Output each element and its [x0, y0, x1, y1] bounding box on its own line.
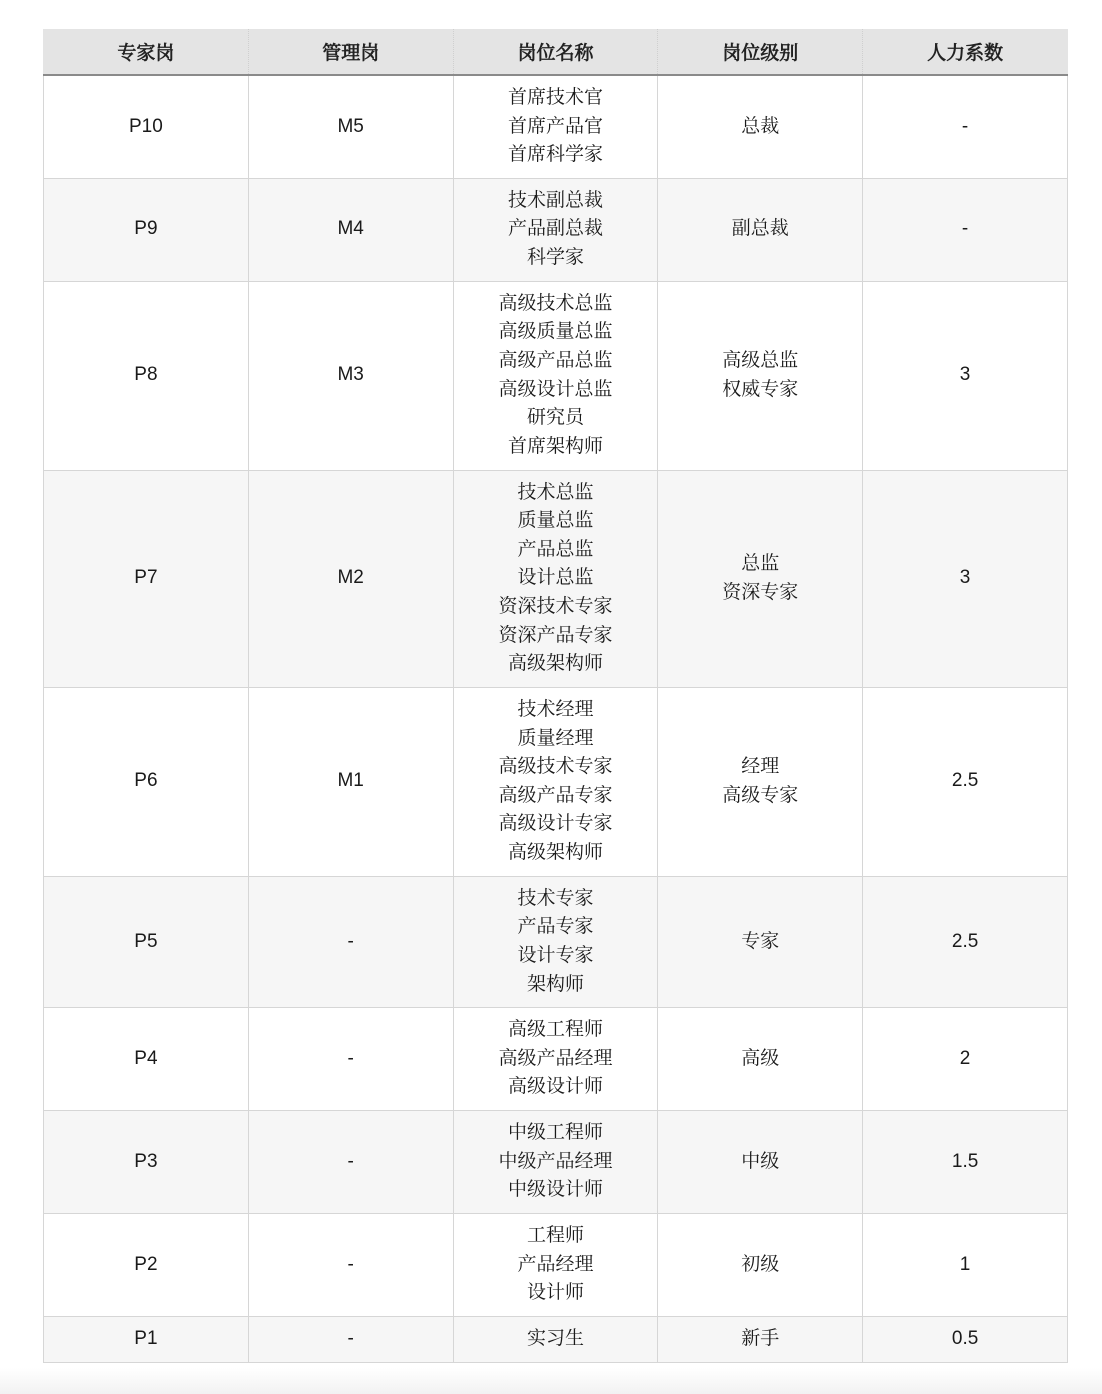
cell-levels: [658, 876, 863, 1007]
cell-expert: P3: [44, 1111, 249, 1214]
table-row: [44, 876, 1068, 1007]
cell-manager: M1: [248, 687, 453, 876]
title-line: 中级设计师: [507, 1179, 603, 1201]
header-title: 岗位名称: [453, 29, 658, 75]
level-line: 经理: [741, 756, 780, 778]
cell-manager: M4: [248, 178, 453, 281]
title-line: 高级设计专家: [498, 813, 613, 835]
cell-expert: P8: [44, 281, 249, 470]
title-line: 首席架构师: [507, 435, 603, 457]
title-line: 高级质量总监: [498, 321, 613, 343]
cell-levels: [658, 75, 863, 178]
cell-expert: P10: [44, 75, 249, 178]
cell-titles: [453, 1008, 658, 1111]
cell-coefficient: -: [863, 75, 1068, 178]
cell-manager: M2: [248, 470, 453, 687]
cell-coefficient: 3: [863, 470, 1068, 687]
cell-manager: -: [248, 1111, 453, 1214]
title-line: 研究员: [526, 407, 584, 429]
cell-coefficient: 3: [863, 281, 1068, 470]
title-line: 产品副总裁: [507, 218, 603, 240]
level-line: 高级: [741, 1047, 780, 1069]
table-row: [44, 470, 1068, 687]
level-line: 副总裁: [731, 218, 789, 240]
level-line: 专家: [741, 930, 780, 952]
cell-coefficient: 0.5: [863, 1316, 1068, 1362]
cell-manager: -: [248, 1213, 453, 1316]
level-line: 高级总监: [722, 349, 799, 371]
cell-titles: [453, 1111, 658, 1214]
title-line: 产品经理: [517, 1253, 594, 1275]
cell-expert: P4: [44, 1008, 249, 1111]
title-line: 高级架构师: [507, 841, 603, 863]
table-row: [44, 281, 1068, 470]
title-line: 首席科学家: [507, 144, 603, 166]
header-coefficient: 人力系数: [863, 29, 1068, 75]
table-row: [44, 75, 1068, 178]
table-header: [44, 29, 1068, 75]
title-line: 技术经理: [517, 698, 594, 720]
title-line: 资深技术专家: [498, 595, 613, 617]
title-line: 技术副总裁: [507, 189, 603, 211]
cell-coefficient: 1: [863, 1213, 1068, 1316]
title-line: 设计专家: [517, 944, 594, 966]
cell-titles: [453, 1316, 658, 1362]
level-line: 权威专家: [722, 378, 799, 400]
title-line: 高级设计总监: [498, 378, 613, 400]
title-line: 工程师: [526, 1224, 584, 1246]
title-line: 高级设计师: [507, 1076, 603, 1098]
cell-levels: [658, 178, 863, 281]
title-line: 中级产品经理: [498, 1150, 613, 1172]
cell-expert: P5: [44, 876, 249, 1007]
cell-manager: -: [248, 1316, 453, 1362]
cell-expert: P9: [44, 178, 249, 281]
header-row: [44, 29, 1068, 75]
cell-levels: [658, 1008, 863, 1111]
title-line: 高级产品专家: [498, 784, 613, 806]
level-line: 高级专家: [722, 784, 799, 806]
title-line: 架构师: [526, 973, 584, 995]
cell-expert: P6: [44, 687, 249, 876]
title-line: 高级产品总监: [498, 349, 613, 371]
table-row: [44, 1316, 1068, 1362]
title-line: 产品总监: [517, 538, 594, 560]
table-row: [44, 1213, 1068, 1316]
title-line: 科学家: [526, 246, 584, 268]
title-line: 首席产品官: [507, 115, 603, 137]
cell-expert: P1: [44, 1316, 249, 1362]
title-line: 产品专家: [517, 916, 594, 938]
level-line: 新手: [741, 1328, 780, 1350]
cell-titles: [453, 876, 658, 1007]
cell-coefficient: 2: [863, 1008, 1068, 1111]
table-row: [44, 1008, 1068, 1111]
title-line: 实习生: [526, 1328, 584, 1350]
cell-coefficient: -: [863, 178, 1068, 281]
title-line: 中级工程师: [507, 1122, 603, 1144]
cell-levels: [658, 1111, 863, 1214]
title-line: 高级工程师: [507, 1019, 603, 1041]
cell-levels: [658, 687, 863, 876]
cell-manager: M3: [248, 281, 453, 470]
level-line: 总裁: [741, 115, 780, 137]
header-manager: 管理岗: [248, 29, 453, 75]
table-body: [44, 75, 1068, 1362]
cell-levels: [658, 1316, 863, 1362]
title-line: 质量经理: [517, 727, 594, 749]
title-line: 高级架构师: [507, 653, 603, 675]
table-row: [44, 1111, 1068, 1214]
title-line: 高级技术总监: [498, 292, 613, 314]
level-line: 资深专家: [722, 581, 799, 603]
cell-levels: [658, 1213, 863, 1316]
title-line: 首席技术官: [507, 87, 603, 108]
cell-coefficient: 1.5: [863, 1111, 1068, 1214]
cell-coefficient: 2.5: [863, 687, 1068, 876]
level-line: 初级: [741, 1253, 780, 1275]
title-line: 高级产品经理: [498, 1047, 613, 1069]
cell-levels: [658, 281, 863, 470]
cell-manager: -: [248, 1008, 453, 1111]
cell-expert: P2: [44, 1213, 249, 1316]
cell-manager: M5: [248, 75, 453, 178]
title-line: 技术专家: [517, 887, 594, 909]
cell-titles: [453, 281, 658, 470]
cell-titles: [453, 1213, 658, 1316]
bottom-fade: [0, 1368, 1102, 1394]
title-line: 质量总监: [517, 510, 594, 532]
table-row: [44, 687, 1068, 876]
job-level-table: [43, 29, 1068, 1363]
title-line: 设计师: [526, 1282, 584, 1304]
cell-titles: [453, 75, 658, 178]
header-expert: 专家岗: [44, 29, 249, 75]
cell-titles: [453, 687, 658, 876]
cell-manager: -: [248, 876, 453, 1007]
table-row: [44, 178, 1068, 281]
header-level: 岗位级别: [658, 29, 863, 75]
cell-titles: [453, 178, 658, 281]
cell-levels: [658, 470, 863, 687]
title-line: 高级技术专家: [498, 756, 613, 778]
cell-coefficient: 2.5: [863, 876, 1068, 1007]
level-line: 中级: [741, 1150, 780, 1172]
title-line: 技术总监: [517, 481, 594, 503]
level-line: 总监: [741, 553, 780, 575]
cell-expert: P7: [44, 470, 249, 687]
job-level-table-container: [43, 29, 1067, 1363]
title-line: 资深产品专家: [498, 624, 613, 646]
cell-titles: [453, 470, 658, 687]
title-line: 设计总监: [517, 567, 594, 589]
